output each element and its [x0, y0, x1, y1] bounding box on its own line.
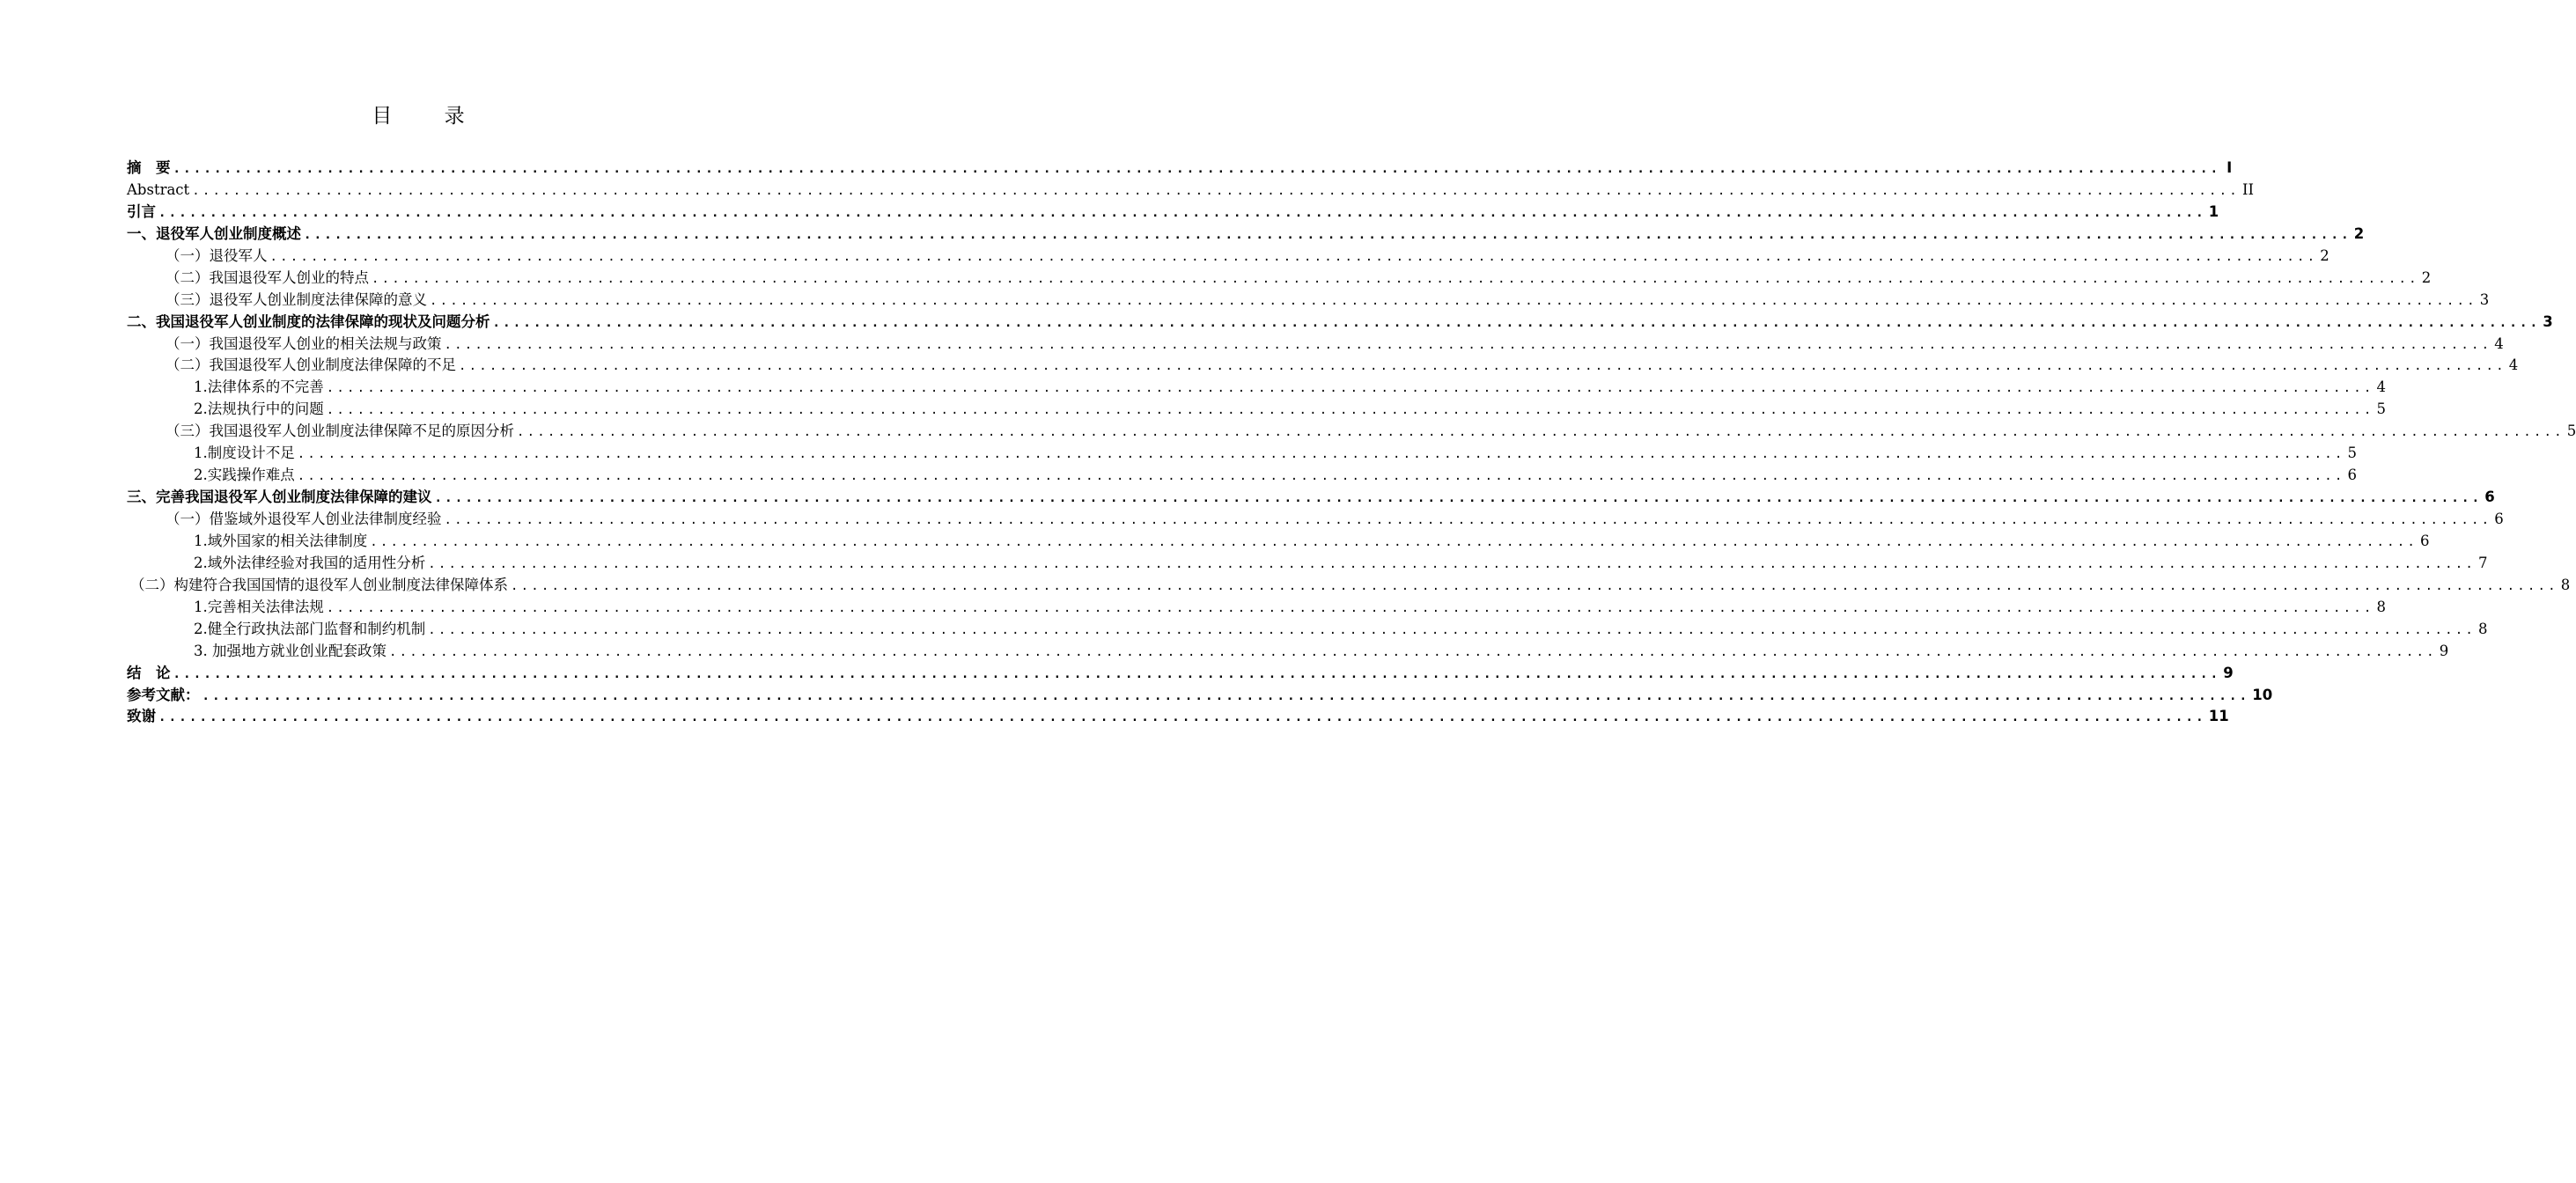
toc-entry-title: （一）退役军人: [166, 246, 268, 264]
toc-entry-title: 三、完善我国退役军人创业制度法律保障的建议: [127, 489, 432, 506]
page-title: 目 录: [372, 105, 488, 128]
toc-entry-title: （二）构建符合我国国情的退役军人创业制度法律保障体系: [130, 576, 508, 593]
toc-entry-title: 结 论: [127, 664, 171, 681]
toc-leader-dots: ........................................................................................................................................................................................................: [326, 600, 2374, 615]
toc-entry-page-number: 6: [2420, 532, 2430, 549]
toc-entry[interactable]: [127, 553, 2488, 575]
toc-entry[interactable]: [127, 597, 2386, 619]
toc-entry-page-number: 8: [2560, 576, 2571, 593]
toc-entry[interactable]: [127, 158, 2233, 180]
table-of-contents: [127, 158, 2576, 728]
toc-entry[interactable]: [127, 619, 2488, 641]
toc-entry-page-number: 2: [2353, 224, 2365, 242]
toc-entry-page-number: 10: [2252, 686, 2273, 703]
toc-entry-title: 1.完善相关法律法规: [194, 598, 324, 615]
toc-entry-page-number: II: [2241, 180, 2254, 198]
toc-leader-dots: ........................................................................................................................................................................................................: [517, 425, 2565, 440]
toc-entry[interactable]: [127, 334, 2504, 356]
toc-entry-page-number: 7: [2478, 554, 2488, 571]
toc-entry-title: （三）我国退役军人创业制度法律保障不足的原因分析: [166, 422, 514, 440]
toc-entry-title: 一、退役军人创业制度概述: [127, 224, 301, 242]
toc-entry-page-number: 11: [2208, 708, 2229, 725]
toc-entry-title: 1.法律体系的不完善: [194, 378, 324, 396]
toc-entry-page-number: 5: [2566, 422, 2576, 440]
toc-entry-page-number: 6: [2494, 511, 2504, 527]
toc-entry[interactable]: [127, 509, 2504, 531]
toc-entry[interactable]: [127, 443, 2357, 465]
toc-entry-title: 2.健全行政执法部门监督和制约机制: [194, 620, 426, 637]
toc-entry-page-number: 2: [2421, 268, 2432, 286]
toc-entry[interactable]: [127, 706, 2229, 728]
toc-leader-dots: ........................................................................................................................................................................................................: [372, 271, 2419, 286]
toc-entry[interactable]: [127, 421, 2576, 443]
toc-leader-dots: ........................................................................................................................................................................................................: [297, 469, 2345, 484]
toc-entry-page-number: 4: [2508, 356, 2519, 374]
toc-entry-title: （一）借鉴域外退役军人创业法律制度经验: [166, 511, 442, 527]
toc-entry-page-number: 3: [2479, 290, 2490, 308]
toc-leader-dots: ........................................................................................................................................................................................................: [158, 205, 2206, 220]
toc-entry-title: （二）我国退役军人创业的特点: [166, 268, 369, 286]
toc-entry[interactable]: [127, 487, 2495, 509]
toc-entry-page-number: 1: [2208, 202, 2219, 220]
toc-entry-title: 1.制度设计不足: [194, 445, 295, 462]
toc-entry-title: 2.域外法律经验对我国的适用性分析: [194, 554, 426, 571]
toc-entry-page-number: 6: [2347, 467, 2357, 484]
toc-entry[interactable]: [127, 180, 2254, 202]
toc-entry-title: （一）我国退役军人创业的相关法规与政策: [166, 334, 442, 352]
toc-entry[interactable]: [127, 355, 2519, 377]
toc-entry[interactable]: [127, 685, 2273, 707]
toc-entry-page-number: 8: [2376, 598, 2386, 615]
toc-leader-dots: ........................................................................................................................................................................................................: [304, 227, 2352, 242]
toc-leader-dots: ........................................................................................................................................................................................................: [297, 447, 2345, 462]
toc-entry[interactable]: [127, 312, 2553, 334]
toc-entry[interactable]: [127, 531, 2430, 553]
toc-entry-title: 参考文献：: [127, 686, 200, 703]
toc-leader-dots: ........................................................................................................................................................................................................: [459, 359, 2506, 374]
toc-entry-title: 3. 加强地方就业创业配套政策: [194, 642, 386, 659]
toc-leader-dots: ........................................................................................................................................................................................................: [173, 666, 2221, 681]
toc-entry-page-number: 2: [2320, 246, 2329, 264]
toc-entry-title: 2.法规执行中的问题: [194, 400, 324, 418]
toc-entry[interactable]: [127, 377, 2386, 399]
toc-entry[interactable]: [127, 202, 2219, 224]
toc-entry-title: 致谢: [127, 708, 156, 725]
toc-leader-dots: ........................................................................................................................................................................................................: [511, 578, 2558, 593]
toc-entry-page-number: 9: [2223, 664, 2234, 681]
toc-entry-page-number: 3: [2543, 312, 2553, 330]
toc-entry-title: 摘 要: [127, 159, 171, 176]
toc-leader-dots: ........................................................................................................................................................................................................: [202, 688, 2250, 703]
toc-leader-dots: ........................................................................................................................................................................................................: [370, 534, 2418, 549]
toc-entry[interactable]: [127, 399, 2386, 421]
toc-entry-title: 引言: [127, 202, 156, 220]
toc-leader-dots: ........................................................................................................................................................................................................: [428, 622, 2476, 637]
toc-entry-title: （二）我国退役军人创业制度法律保障的不足: [166, 356, 456, 374]
toc-entry-page-number: 4: [2376, 378, 2386, 396]
toc-entry-title: 二、我国退役军人创业制度的法律保障的现状及问题分析: [127, 312, 490, 330]
toc-entry[interactable]: [127, 641, 2449, 663]
toc-entry-page-number: 6: [2484, 489, 2495, 506]
toc-entry-page-number: I: [2226, 159, 2233, 176]
toc-entry-page-number: 9: [2439, 642, 2449, 659]
toc-entry[interactable]: [127, 465, 2357, 487]
toc-entry-title: Abstract: [127, 180, 190, 198]
toc-leader-dots: ........................................................................................................................................................................................................: [444, 337, 2492, 352]
toc-leader-dots: ........................................................................................................................................................................................................: [430, 293, 2477, 308]
toc-entry-page-number: 4: [2494, 334, 2504, 352]
toc-entry[interactable]: [127, 575, 2571, 597]
toc-leader-dots: ........................................................................................................................................................................................................: [389, 644, 2437, 659]
toc-leader-dots: ........................................................................................................................................................................................................: [326, 381, 2374, 396]
toc-entry-page-number: 8: [2478, 620, 2488, 637]
toc-entry[interactable]: [127, 663, 2234, 685]
toc-leader-dots: ........................................................................................................................................................................................................: [326, 403, 2374, 418]
toc-entry[interactable]: [127, 268, 2432, 290]
toc-leader-dots: ........................................................................................................................................................................................................: [269, 249, 2318, 264]
toc-leader-dots: ........................................................................................................................................................................................................: [434, 491, 2483, 506]
toc-entry-page-number: 5: [2376, 400, 2386, 418]
toc-leader-dots: ........................................................................................................................................................................................................: [173, 162, 2221, 176]
toc-entry[interactable]: [127, 290, 2490, 312]
toc-entry[interactable]: [127, 246, 2329, 268]
toc-entry-page-number: 5: [2347, 445, 2357, 462]
toc-entry-title: 1.域外国家的相关法律制度: [194, 532, 368, 549]
toc-entry-title: （三）退役军人创业制度法律保障的意义: [166, 290, 427, 308]
toc-leader-dots: ........................................................................................................................................................................................................: [158, 710, 2206, 725]
toc-leader-dots: ........................................................................................................................................................................................................: [444, 513, 2492, 527]
toc-leader-dots: ........................................................................................................................................................................................................: [492, 315, 2541, 330]
toc-entry-title: 2.实践操作难点: [194, 467, 295, 484]
toc-leader-dots: ........................................................................................................................................................................................................: [192, 183, 2240, 198]
toc-leader-dots: ........................................................................................................................................................................................................: [428, 556, 2476, 571]
toc-entry[interactable]: [127, 224, 2365, 246]
